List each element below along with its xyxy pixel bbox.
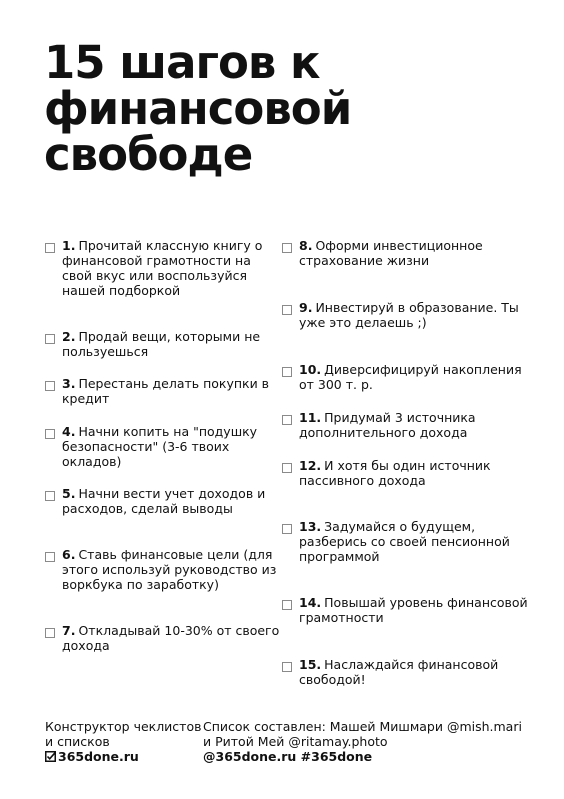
checkbox[interactable]: [282, 367, 292, 377]
title-line-3: свободе: [44, 128, 253, 181]
checklist-item[interactable]: [282, 410, 528, 440]
item-number: 2.: [62, 329, 76, 344]
item-number: 3.: [62, 376, 76, 391]
checkbox[interactable]: [282, 305, 292, 315]
checkbox[interactable]: [45, 334, 55, 344]
footer-tagline-2: и списков: [45, 734, 110, 749]
checkbox[interactable]: [45, 243, 55, 253]
footer-tagline-1: Конструктор чеклистов: [45, 719, 202, 734]
checkbox[interactable]: [282, 524, 292, 534]
checkbox[interactable]: [282, 243, 292, 253]
checkbox-checked-icon: [45, 751, 56, 762]
checklist-item[interactable]: [45, 486, 281, 516]
footer-branding: [45, 719, 205, 764]
title-line-2: финансовой: [44, 82, 352, 135]
site-name: 365done.ru: [58, 749, 139, 764]
item-text: Задумайся о будущем, разберись со своей пенсионной программой: [299, 519, 510, 564]
item-text: И хотя бы один источник пассивного дохода: [299, 458, 491, 488]
item-text: Откладывай 10-30% от своего дохода: [62, 623, 280, 653]
item-text: Начни вести учет доходов и расходов, сделай выводы: [62, 486, 266, 516]
checkbox[interactable]: [45, 552, 55, 562]
checklist-item[interactable]: [282, 519, 528, 564]
checkbox[interactable]: [45, 381, 55, 391]
item-text: Прочитай классную книгу о финансовой грамотности на свой вкус или воспользуйся нашей подборкой: [62, 238, 263, 298]
item-text: Инвестируй в образование. Ты уже это делаешь ;): [299, 300, 519, 330]
checklist-item[interactable]: [45, 547, 281, 592]
item-text: Придумай 3 источника дополнительного дохода: [299, 410, 476, 440]
checkbox[interactable]: [282, 463, 292, 473]
item-number: 1.: [62, 238, 76, 253]
item-text: Наслаждайся финансовой свободой!: [299, 657, 499, 687]
credits-line-2: и Ритой Мей @ritamay.photo: [203, 734, 388, 749]
checklist-item[interactable]: [282, 300, 528, 330]
checkbox[interactable]: [45, 429, 55, 439]
item-number: 7.: [62, 623, 76, 638]
checklist-item[interactable]: [282, 458, 528, 488]
credits-line-1: Список составлен: Машей Мишмари @mish.mari: [203, 719, 522, 734]
item-text: Начни копить на "подушку безопасности" (3-6 твоих окладов): [62, 424, 258, 469]
item-text: Продай вещи, которыми не пользуешься: [62, 329, 261, 359]
checklist-item[interactable]: [45, 623, 281, 653]
item-number: 10.: [299, 362, 322, 377]
item-number: 14.: [299, 595, 322, 610]
checklist-item[interactable]: [282, 362, 528, 392]
checkbox[interactable]: [45, 628, 55, 638]
credits-hashtags: @365done.ru #365done: [203, 749, 373, 764]
item-text: Оформи инвестиционное страхование жизни: [299, 238, 483, 268]
checkbox[interactable]: [282, 662, 292, 672]
checklist-item[interactable]: [45, 424, 281, 469]
page-title: [44, 36, 524, 181]
item-number: 8.: [299, 238, 313, 253]
item-text: Диверсифицируй накопления от 300 т. р.: [299, 362, 522, 392]
item-number: 9.: [299, 300, 313, 315]
checkbox[interactable]: [45, 491, 55, 501]
checklist-item[interactable]: [45, 238, 281, 298]
item-number: 4.: [62, 424, 76, 439]
item-text: Перестань делать покупки в кредит: [62, 376, 270, 406]
checkbox[interactable]: [282, 415, 292, 425]
item-number: 15.: [299, 657, 322, 672]
item-number: 13.: [299, 519, 322, 534]
item-text: Повышай уровень финансовой грамотности: [299, 595, 528, 625]
item-text: Ставь финансовые цели (для этого используй руководство из воркбука по заработку): [62, 547, 277, 592]
checklist-item[interactable]: [45, 329, 281, 359]
checklist-item[interactable]: [282, 238, 528, 268]
checklist-item[interactable]: [282, 657, 528, 687]
checklist-item[interactable]: [45, 376, 281, 406]
checkbox[interactable]: [282, 600, 292, 610]
item-number: 11.: [299, 410, 322, 425]
footer-credits: [203, 719, 543, 764]
item-number: 5.: [62, 486, 76, 501]
item-number: 6.: [62, 547, 76, 562]
checklist-item[interactable]: [282, 595, 528, 625]
footer-site-link[interactable]: [45, 749, 205, 764]
title-line-1: 15 шагов к: [44, 36, 320, 89]
item-number: 12.: [299, 458, 322, 473]
